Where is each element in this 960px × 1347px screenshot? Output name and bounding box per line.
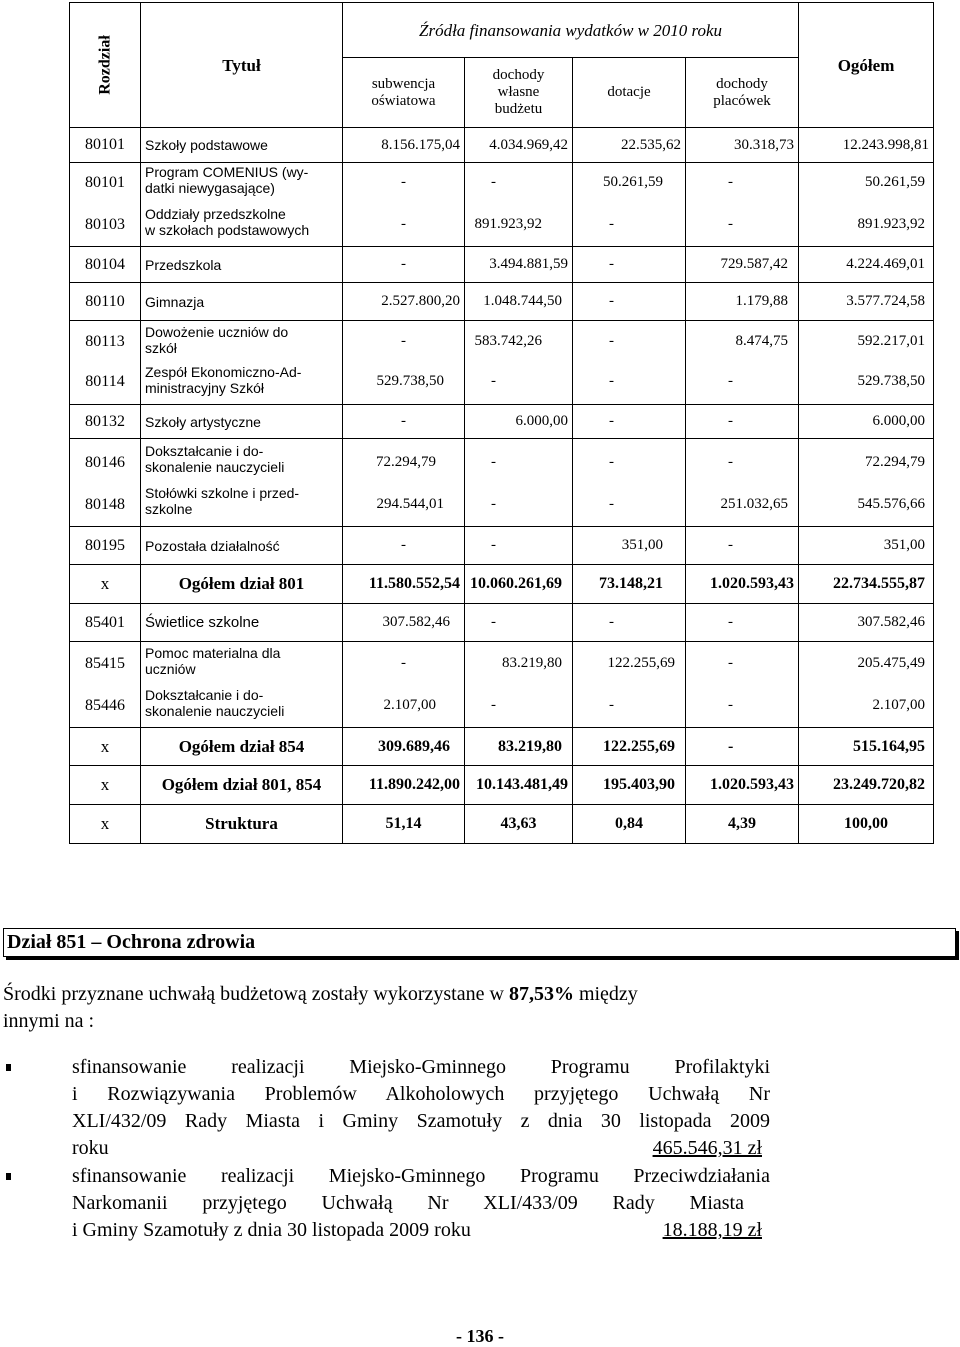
intro-paragraph: Środki przyznane uchwałą budżetową zostały wykorzystane w 87,53% między innymi na : xyxy=(3,983,638,1032)
header-dochody-wlasne: dochody własne budżetu xyxy=(465,58,573,128)
amount-drug: 18.188,19 zł xyxy=(662,1219,762,1241)
table-row: 80104 Przedszkola - 3.494.881,59 - 729.587,42 4.224.469,01 xyxy=(70,247,934,283)
header-tytul: Tytuł xyxy=(141,3,343,128)
table-row: 80101 Szkoły podstawowe 8.156.175,04 4.034.969,42 22.535,62 30.318,73 12.243.998,81 xyxy=(70,128,934,163)
structure-row: x Struktura 51,14 43,63 0,84 4,39 100,00 xyxy=(70,805,934,844)
header-sources-title: Źródła finansowania wydatków w 2010 roku xyxy=(343,3,799,58)
table-row-group: 85415 85446 Pomoc materialna dla uczniów Dokształcanie i do- skonalenie nauczycieli - 2.107,00 83.219,80 - 122.255,69 - - - 205.475,49 2.107,00 xyxy=(70,642,934,728)
header-rozdzial: Rozdział xyxy=(70,3,141,128)
header-ogolem: Ogółem xyxy=(799,3,934,128)
bullet-item-alcohol-program: sfinansowanie realizacji Miejsko-Gminnego Programu Profilaktyki i Rozwiązywania Problemów Alkoholowych przyjętego Uchwałą Nr XLI/432/09 Rady Miasta i Gminy Szamotuły z dnia 30 listopada 2009 roku 465.546,31 zł xyxy=(72,1054,770,1162)
bullet-square-icon xyxy=(6,1173,11,1180)
table-row: 85401 Świetlice szkolne 307.582,46 - - - 307.582,46 xyxy=(70,604,934,642)
table-row: 80132 Szkoły artystyczne - 6.000,00 - - 6.000,00 xyxy=(70,405,934,439)
amount-alcohol: 465.546,31 zł xyxy=(652,1137,762,1159)
table-row-group: 80101 80103 Program COMENIUS (wy- datki niewygasające) Oddziały przedszkolne w szkołach podstawowych - - - 891.923,92 50.261,59 - - - 50.261,59 891.923,92 xyxy=(70,163,934,247)
table-row-group: 80146 80148 Dokształcanie i do- skonalenie nauczycieli Stołówki szkolne i przed- szkolne 72.294,79 294.544,01 - - - - - 251.032,65 72.294,79 545.576,66 xyxy=(70,439,934,527)
financing-table xyxy=(69,2,934,844)
bullet-item-drug-program: sfinansowanie realizacji Miejsko-Gminnego Programu Przeciwdziałania Narkomanii przyjętego Uchwałą Nr XLI/433/09 Rady Miasta i Gminy Szamotuły z dnia 30 listopada 2009 roku 18.188,19 zł xyxy=(72,1163,770,1244)
table-row: 80195 Pozostała działalność - - 351,00 - 351,00 xyxy=(70,527,934,565)
total-row-854: x Ogółem dział 854 309.689,46 83.219,80 122.255,69 - 515.164,95 xyxy=(70,728,934,766)
total-row-801: x Ogółem dział 801 11.580.552,54 10.060.261,69 73.148,21 1.020.593,43 22.734.555,87 xyxy=(70,565,934,604)
section-header xyxy=(3,928,956,957)
page-number: - 136 - xyxy=(456,1326,504,1346)
table-row-group: 80113 80114 Dowożenie uczniów do szkół Zespół Ekonomiczno-Ad- ministracyjny Szkół - 529.738,50 583.742,26 - - - 8.474,75 - 592.217,01 529.738,50 xyxy=(70,321,934,405)
section-title: Dział 851 – Ochrona zdrowia xyxy=(7,931,256,953)
bullet-square-icon xyxy=(6,1064,11,1071)
header-dochody-placowek: dochody placówek xyxy=(686,58,799,128)
header-dotacje: dotacje xyxy=(573,58,686,128)
header-subwencja: subwencja oświatowa xyxy=(343,58,465,128)
table-row: 80110 Gimnazja 2.527.800,20 1.048.744,50 - 1.179,88 3.577.724,58 xyxy=(70,283,934,321)
total-row-801-854: x Ogółem dział 801, 854 11.890.242,00 10.143.481,49 195.403,90 1.020.593,43 23.249.720,82 xyxy=(70,766,934,805)
